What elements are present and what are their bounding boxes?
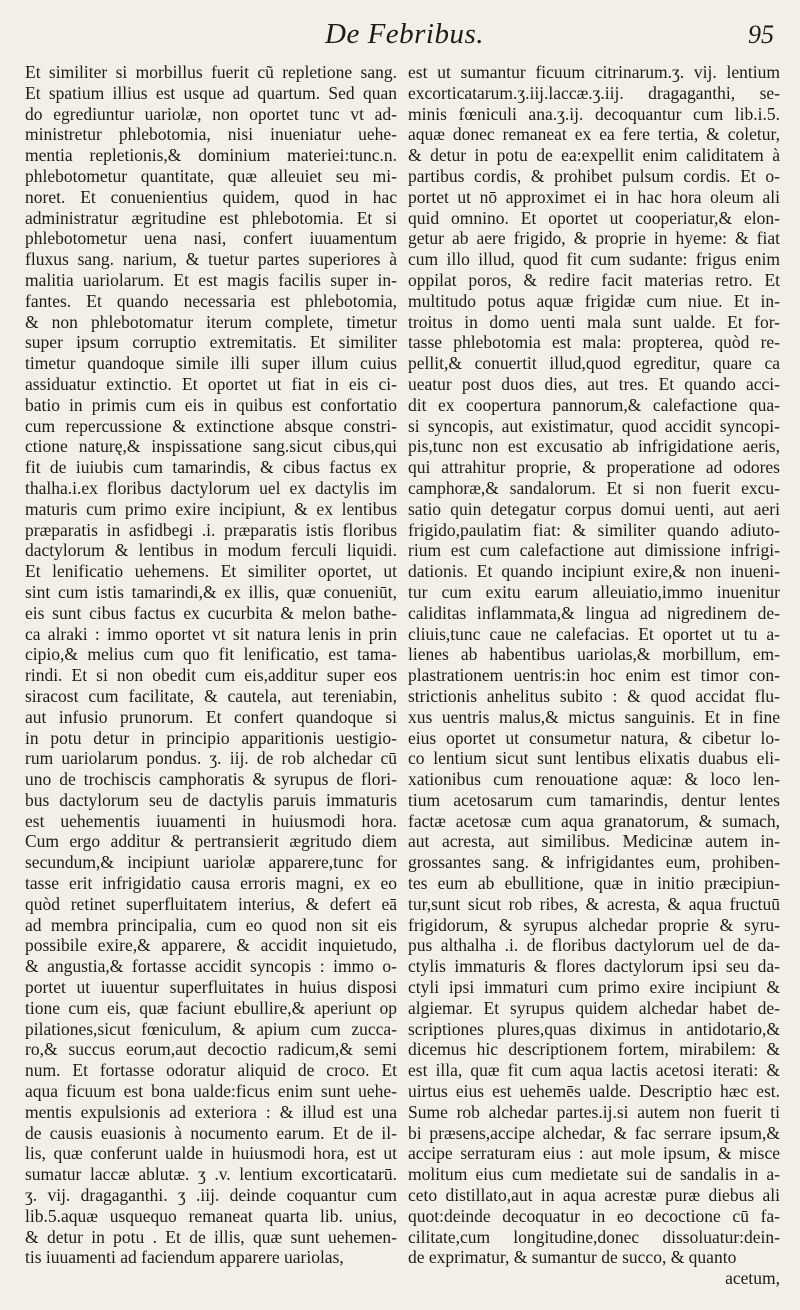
text-line: aut infusio prunorum. Et confert quandoque si xyxy=(25,706,397,727)
text-line: uirtus eius est uehemēs ualde. Descriptio hæc est. xyxy=(408,1081,780,1102)
text-line: scriptiones plures,quas diximus in antidotario,& xyxy=(408,1018,780,1039)
text-line: camphoræ,& sandalorum. Et si non fuerit excu- xyxy=(408,477,780,498)
text-line: portet ut iuuentur superfluitates in huius disposi xyxy=(25,977,397,998)
text-line: bi præsens,accipe alchedar, & fac serrare ipsum,& xyxy=(408,1122,780,1143)
text-line: ad membra principalia, cum eo quod non sit eis xyxy=(25,914,397,935)
text-line: lib.5.aquæ usquequo remaneat quarta lib. unius, xyxy=(25,1205,397,1226)
text-line: tes eum ab ebullitione, quæ in initio præcipiun- xyxy=(408,873,780,894)
text-line: ctylis immaturis & flores dactylorum ipsi seu da- xyxy=(408,956,780,977)
text-line: tis iuuamenti ad faciendum apparere uariolas, xyxy=(25,1247,344,1268)
text-line: quot:deinde decoquatur in eo decoctione cū fa- xyxy=(408,1205,780,1226)
text-line: cipio,& melius cum quo fit lenificatio, est tama- xyxy=(25,644,397,665)
text-line: Et similiter si morbillus fuerit cũ repletione sang. xyxy=(25,62,397,82)
text-line: fluxus sang. narium, & tuetur partes superiores à xyxy=(25,249,397,270)
text-line: dicemus hic descriptionem fortem, mirabilem: & xyxy=(408,1039,780,1060)
text-line: mentia repletionis,& dominium materiei:tunc.n. xyxy=(25,145,397,166)
text-line: frigidorum, & syrupus alchedar proprie & syru- xyxy=(408,914,780,935)
text-line: aquæ donec remaneat ex ea fere tertia, & coletur, xyxy=(408,124,780,145)
text-line: tione cum eis, quæ faciunt ebullire,& aperiunt op xyxy=(25,997,397,1018)
text-line: dationis. Et quando incipiunt exire,& non inueni- xyxy=(408,561,780,582)
text-line: est illa, quæ fit cum aqua lactis acetosi iterati: & xyxy=(408,1060,780,1081)
text-line: minis fœniculi ana.ʒ.ij. decoquantur cum lib.i.5. xyxy=(408,103,780,124)
catchword: acetum, xyxy=(725,1268,780,1289)
text-line: fantes. Et quando necessaria est phlebotomia, xyxy=(25,290,397,311)
text-line: & angustia,& fortasse accidit syncopis : immo o- xyxy=(25,956,397,977)
text-line: de causis euasionis à nocumento earum. Et de il- xyxy=(25,1122,397,1143)
text-line: phlebotometur quantitate, quæ alleuiet seu mi- xyxy=(25,165,397,186)
text-line: frigido,paulatim fiat: & similiter quando adiuto- xyxy=(408,519,780,540)
text-line: qui attrahitur proprie, & properatione ad odores xyxy=(408,457,780,478)
text-line: malitia uariolarum. Et est magis facilis super in- xyxy=(25,269,397,290)
text-line: ctyli ipsi immaturi cum primo exire incipiunt & xyxy=(408,977,780,998)
text-line: maturis cum primo exire incipiunt, & ex lentibus xyxy=(25,498,397,519)
text-line: fit de iuiubis cum tamarindis, & cibus factus ex xyxy=(25,457,397,478)
text-line: portet ut nō approximet ei in hac hora oleum ali xyxy=(408,186,780,207)
text-line: factæ acetosæ cum aqua granatorum, & sumach, xyxy=(408,810,780,831)
text-line: mentis expulsionis ad exteriora : & illud est una xyxy=(25,1101,397,1122)
text-line: Et lenificatio uehemens. Et similiter oportet, ut xyxy=(25,561,397,582)
text-line: multitudo potus aquæ frigidæ cum niue. Et in- xyxy=(408,290,780,311)
text-line: caliditas inflammata,& lingua ad nigredinem de- xyxy=(408,602,780,623)
text-line: Et spatium illius est usque ad quartum. Sed quan xyxy=(25,82,397,103)
page-header xyxy=(0,14,800,54)
text-line: uno de trochiscis camphoratis & syrupus de flori- xyxy=(25,769,397,790)
text-line: getur ab aere frigido, & proprie in hyeme: & fiat xyxy=(408,228,780,249)
text-line: co lentium sicut sunt lentibus elixatis duabus eli- xyxy=(408,748,780,769)
text-line: tasse phlebotomia est mala: propterea, quòd re- xyxy=(408,332,780,353)
text-line: grossantes sang. & infrigidantes eum, prohiben- xyxy=(408,852,780,873)
text-line: pellit,& conuertit illud,quod egreditur, quare ca xyxy=(408,353,780,374)
text-line: plastrationem uentris:in hoc enim est timor con- xyxy=(408,665,780,686)
left-text-column xyxy=(25,62,397,1302)
text-line: quid omnino. Et oportet ut cooperiatur,& elon- xyxy=(408,207,780,228)
text-line: rium est cum calefactione aut dimissione infrigi- xyxy=(408,540,780,561)
text-line: in potu detur in principio apparitionis uestigio- xyxy=(25,727,397,748)
text-line: ʒ. vij. dragaganthi. ʒ .iij. deinde coquantur cum xyxy=(25,1185,397,1206)
text-line: xationibus cum renouatione aquæ: & loco len- xyxy=(408,769,780,790)
text-line: sumatur laccæ ablutæ. ʒ .v. lentium excorticatarū. xyxy=(25,1164,397,1185)
text-line: aqua ficuum est bona ualde:ficus enim sunt uehe- xyxy=(25,1081,397,1102)
text-line: cum repercussione & extinctione absque constri- xyxy=(25,415,397,436)
text-line: strictionis anhelitus subito : & quod accidat flu- xyxy=(408,685,780,706)
text-line: num. Et fortasse odoratur aliquid de croco. Et xyxy=(25,1060,397,1081)
text-line: sint cum istis tamarindi,& ex illis, quæ conueniūt, xyxy=(25,581,397,602)
text-line: eis sunt cibus factus ex cucurbita & melon bathe- xyxy=(25,602,397,623)
text-line: ctione naturę,& inspissatione sang.sicut cibus,qui xyxy=(25,436,397,457)
text-line: siracost cum facilitate, & cautela, aut tereniabin, xyxy=(25,685,397,706)
text-line: ca alraki : immo oportet vt sit natura lenis in prin xyxy=(25,623,397,644)
text-line: & detur in potu . Et de illis, quæ sunt uehemen- xyxy=(25,1226,397,1247)
text-line: dactylorum & lentibus in modum ferculi liquidi. xyxy=(25,540,397,561)
text-line: cilitate,cum longitudine,donec dissoluatur:dein- xyxy=(408,1226,780,1247)
right-text-column xyxy=(408,62,780,1302)
text-line: dit ex coopertura pannorum,& calefactione qua- xyxy=(408,394,780,415)
text-line: pus althalha .i. de floribus dactylorum uel de da- xyxy=(408,935,780,956)
text-line: accipe serraturam eius : aut mole ipsum, & misce xyxy=(408,1143,780,1164)
text-line: noret. Et conuenientius quidem, quod in hac xyxy=(25,186,397,207)
text-line: tium acetosarum cum tamarindis, dentur lentes xyxy=(408,789,780,810)
text-line: super ipsum corruptio extremitatis. Et similiter xyxy=(25,332,397,353)
text-line: pilationes,sicut fœniculum, & apium cum zucca- xyxy=(25,1018,397,1039)
text-line: ro,& succus eorum,aut decoctio radicum,& semi xyxy=(25,1039,397,1060)
text-line: algiemar. Et syrupus quidem alchedar habet de- xyxy=(408,997,780,1018)
text-line: quòd retinet superfluitatem interius, & defert eā xyxy=(25,893,397,914)
text-line: do egrediuntur uariolæ, non oportet tunc vt ad- xyxy=(25,103,397,124)
text-line: si syncopis, aut existimatur, quod accidit syncopi- xyxy=(408,415,780,436)
running-title: De Febribus. xyxy=(325,18,485,50)
text-line: tur cum exitu earum alleuiatio,immo inuenitur xyxy=(408,581,780,602)
text-line: tasse erit infrigidatio causa erroris magni, ex eo xyxy=(25,873,397,894)
text-line: administratur ægritudine est phlebotomia. Et si xyxy=(25,207,397,228)
text-line: cum illo illud, quod fit cum sudante: frigus enim xyxy=(408,249,780,270)
text-line: rindi. Et si non obedit cum eis,additur super eos xyxy=(25,665,397,686)
text-line: secundum,& incipiunt uariolæ apparere,tunc for xyxy=(25,852,397,873)
text-line: tur,sunt sicut rob ribes, & acresta, & aqua fructuū xyxy=(408,893,780,914)
page-number: 95 xyxy=(748,20,774,49)
text-line: & detur in potu de ea:expellit enim caliditatem à xyxy=(408,145,780,166)
text-line: est uehementis iuuamenti in huiusmodi hora. xyxy=(25,810,397,831)
text-line: phlebotometur uena nasi, confert iuuamentum xyxy=(25,228,397,249)
text-line: ceto distillato,aut in aqua acrestæ puræ diebus ali xyxy=(408,1185,780,1206)
text-line: rum uariolarum pondus. ʒ. iij. de rob alchedar cū xyxy=(25,748,397,769)
text-line: assiduatur extinctio. Et oportet ut fiat in eis ci- xyxy=(25,373,397,394)
text-line: partibus cordis, & prohibet pulsum cordis. Et o- xyxy=(408,165,780,186)
text-line: est ut sumantur ficuum citrinarum.ʒ. vij. lentium xyxy=(408,62,780,82)
text-line: xus uentris malus,& mictus sanguinis. Et in fine xyxy=(408,706,780,727)
text-line: molitum eius cum medietate sui de sandalis in a- xyxy=(408,1164,780,1185)
text-line: lienes ab habentibus uariolas,& morbillum, em- xyxy=(408,644,780,665)
text-line: Sume rob alchedar partes.ij.si autem non fuerit ti xyxy=(408,1101,780,1122)
text-line: timetur quandoque simile illi super illum cuius xyxy=(25,353,397,374)
text-line: eius oportet ut consumetur natura, & cibetur lo- xyxy=(408,727,780,748)
text-line: præparatis in asfidbegi .i. præparatis istis floribus xyxy=(25,519,397,540)
text-line: Cum ergo additur & pertransierit ægritudo diem xyxy=(25,831,397,852)
text-line: pis,tunc non est excusatio ab infrigidatione aeris, xyxy=(408,436,780,457)
text-line: excorticatarum.ʒ.iij.laccæ.ʒ.iij. dragaganthi, se- xyxy=(408,82,780,103)
text-line: ueatur post duos dies, aut tres. Et quando acci- xyxy=(408,373,780,394)
text-line: & non phlebotomatur iterum complete, timetur xyxy=(25,311,397,332)
text-line: oppilat poros, & redire facit materias retro. Et xyxy=(408,269,780,290)
text-line: satio quin detegatur corpus domui uenti, aut aeri xyxy=(408,498,780,519)
text-line: bus dactylorum seu de dactylis paruis immaturis xyxy=(25,789,397,810)
text-line: batio in primis cum eis in quibus est confortatio xyxy=(25,394,397,415)
text-line: ministretur phlebotomia, nisi inueniatur uehe- xyxy=(25,124,397,145)
text-line: thalha.i.ex floribus dactylorum uel ex dactylis im xyxy=(25,477,397,498)
text-line: possibile exire,& apparere, & accidit inquietudo, xyxy=(25,935,397,956)
text-line: aut acresta, aut similibus. Medicinæ autem in- xyxy=(408,831,780,852)
text-line: troitus in domo uenti mala sunt ualde. Et for- xyxy=(408,311,780,332)
text-line: lis, quæ conferunt ualde in huiusmodi hora, est ut xyxy=(25,1143,397,1164)
text-line: cliuis,tunc caue ne calefacias. Et oportet ut tu a- xyxy=(408,623,780,644)
text-line: de exprimatur, & sumantur de succo, & quanto xyxy=(408,1247,737,1268)
